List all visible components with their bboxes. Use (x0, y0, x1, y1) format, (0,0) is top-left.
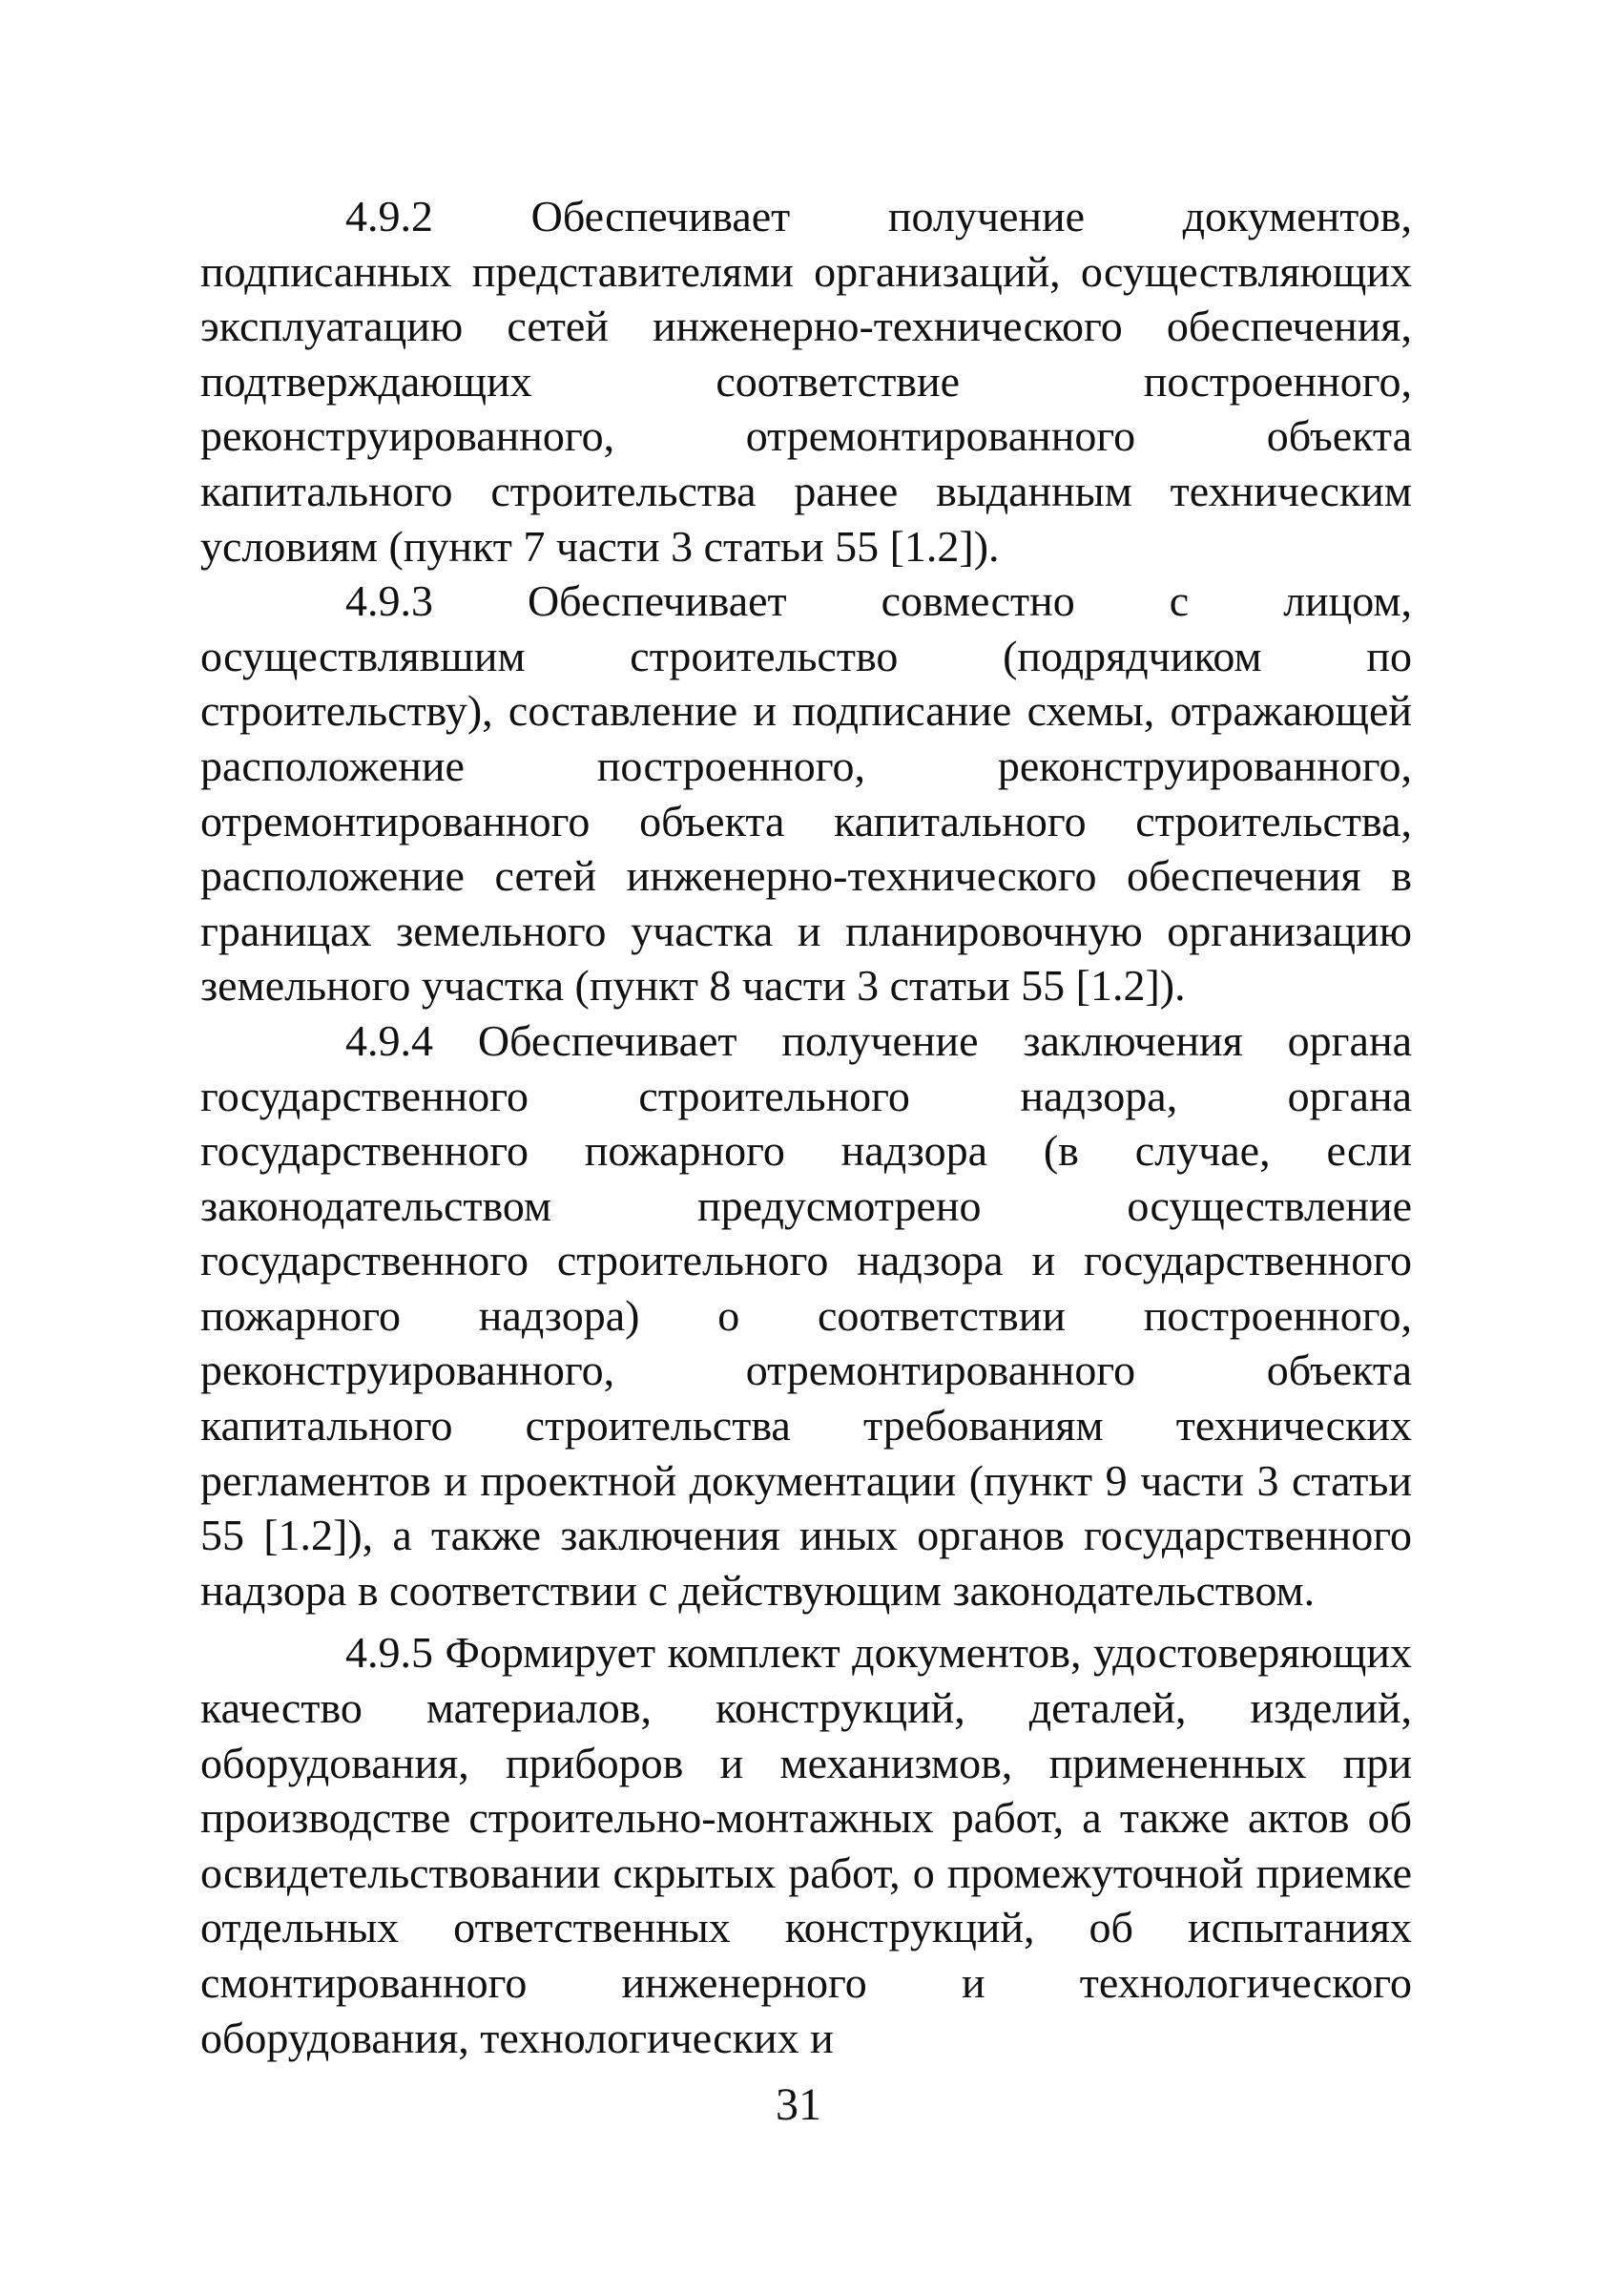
paragraph-4-9-3: 4.9.3 Обеспечивает совместно с лицом, осуществлявшим строительство (подрядчиком по строительству), составление и подписание схемы, отражающей расположение построенного, реконструированного, отремонтированного объекта капитального строительства, расположение сетей инженерно-технического обеспечения в границах земельного участка и планировочную организацию земельного участка (пункт 8 части 3 статьи 55 [1.2]). (200, 576, 1412, 1011)
paragraph-4-9-4: 4.9.4 Обеспечивает получение заключения органа государственного строительного надзора, органа государственного пожарного надзора (в случае, если законодательством предусмотрено осуществление государственного строительного надзора и государственного пожарного надзора) о соответствии построенного, реконструированного, отремонтированного объекта капитального строительства требованиям технических регламентов и проектной документации (пункт 9 части 3 статьи 55 [1.2]), а также заключения иных органов государственного надзора в соответствии с действующим законодательством. (200, 1015, 1412, 1615)
paragraph-4-9-5: 4.9.5 Формирует комплект документов, удостоверяющих качество материалов, конструкций, деталей, изделий, оборудования, приборов и механизмов, примененных при производстве строительно-монтажных работ, а также актов об освидетельствовании скрытых работ, о промежуточной приемке отдельных ответственных конструкций, об испытаниях смонтированного инженерного и технологического оборудования, технологических и (200, 1628, 1412, 2062)
paragraph-4-9-2: 4.9.2 Обеспечивает получение документов, подписанных представителями организаций, осуществляющих эксплуатацию сетей инженерно-технического обеспечения, подтверждающих соответствие построенного, реконструированного, отремонтированного объекта капитального строительства ранее выданным техническим условиям (пункт 7 части 3 статьи 55 [1.2]). (200, 192, 1412, 571)
page-number: 31 (776, 2079, 821, 2130)
body-text (200, 189, 1412, 2065)
